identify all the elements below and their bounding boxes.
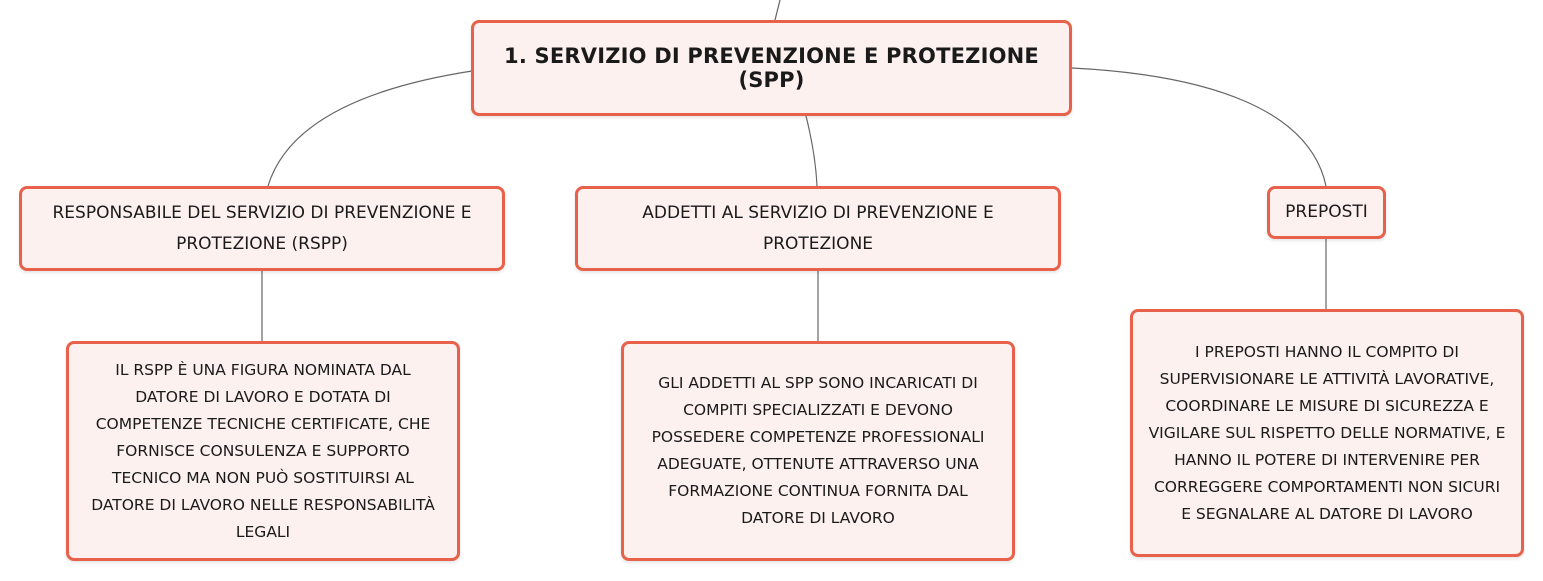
branch-node-preposti[interactable] (1267, 186, 1386, 239)
connector-parent-to-root (775, 0, 780, 20)
branch-label-preposti: PREPOSTI (1285, 202, 1368, 222)
detail-text-preposti: I PREPOSTI HANNO IL COMPITO DI SUPERVISIONARE LE ATTIVITÀ LAVORATIVE, COORDINARE LE MISURE DI SICUREZZA E VIGILARE SUL RISPETTO DELLE NORMATIVE, E HANNO IL POTERE DI INTERVENIRE PER CORREGGERE COMPORTAMENTI NON SICURI E SEGNALARE AL DATORE DI LAVORO (1148, 342, 1506, 523)
detail-text-rspp: IL RSPP È UNA FIGURA NOMINATA DAL DATORE DI LAVORO E DOTATA DI COMPETENZE TECNICHE CERTIFICATE, CHE FORNISCE CONSULENZA E SUPPORTO TECNICO MA NON PUÒ SOSTITUIRSI AL DATORE DI LAVORO NELLE RESPONSABILITÀ LEGALI (91, 360, 435, 541)
detail-text-addetti: GLI ADDETTI AL SPP SONO INCARICATI DI COMPITI SPECIALIZZATI E DEVONO POSSEDERE COMPETENZE PROFESSIONALI ADEGUATE, OTTENUTE ATTRAVERSO UNA FORMAZIONE CONTINUA FORNITA DAL DATORE DI LAVORO (651, 374, 985, 527)
root-topic-label: 1. SERVIZIO DI PREVENZIONE E PROTEZIONE (SPP) (504, 44, 1039, 92)
root-topic-node[interactable] (471, 20, 1072, 116)
detail-node-rspp[interactable] (66, 341, 460, 561)
branch-label-addetti: ADDETTI AL SERVIZIO DI PREVENZIONE E PROTEZIONE (642, 202, 994, 254)
detail-node-addetti[interactable] (621, 341, 1015, 561)
connector-root-to-preposti (1072, 68, 1326, 186)
detail-node-preposti[interactable] (1130, 309, 1524, 557)
branch-node-addetti[interactable] (575, 186, 1061, 271)
connector-root-to-rspp (268, 71, 472, 186)
branch-label-rspp: RESPONSABILE DEL SERVIZIO DI PREVENZIONE E PROTEZIONE (RSPP) (52, 202, 472, 254)
branch-node-rspp[interactable] (19, 186, 505, 271)
connector-root-to-addetti (806, 116, 817, 186)
